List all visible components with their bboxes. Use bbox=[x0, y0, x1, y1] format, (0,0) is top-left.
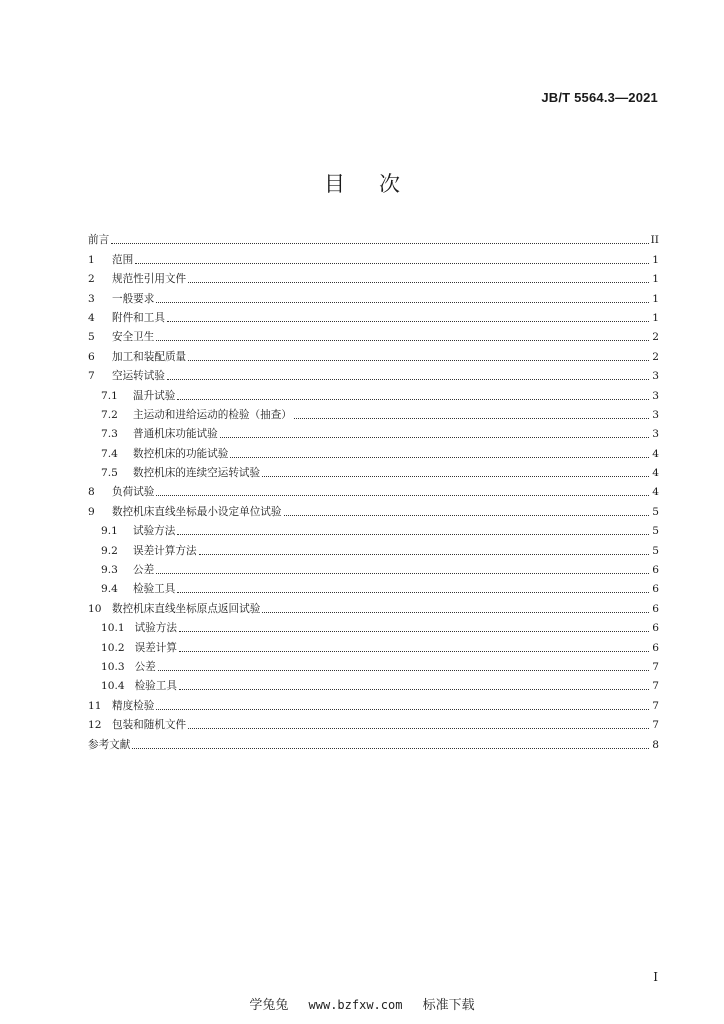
toc-entry-title: 加工和装配质量 bbox=[112, 350, 187, 363]
toc-entry-page: 5 bbox=[652, 505, 659, 518]
toc-entry-page: 5 bbox=[652, 544, 659, 557]
toc-entry-title: 温升试验 bbox=[133, 389, 176, 402]
toc-entry[interactable] bbox=[88, 499, 659, 518]
toc-dot-leader bbox=[188, 728, 649, 729]
toc-dot-leader bbox=[156, 340, 649, 341]
toc-dot-leader bbox=[179, 631, 649, 632]
toc-entry[interactable] bbox=[88, 558, 659, 577]
toc-entry-number: 9.2 bbox=[101, 544, 118, 557]
page-number: I bbox=[653, 970, 658, 984]
toc-entry[interactable] bbox=[88, 732, 659, 751]
toc-entry-title: 误差计算方法 bbox=[133, 544, 197, 557]
toc-entry-title: 检验工具 bbox=[134, 680, 177, 693]
toc-entry-title: 包装和随机文件 bbox=[112, 719, 187, 732]
toc-entry[interactable] bbox=[88, 674, 659, 693]
toc-entry-title: 前言 bbox=[88, 234, 110, 247]
toc-dot-leader bbox=[158, 670, 649, 671]
toc-entry-title: 试验方法 bbox=[133, 525, 176, 538]
toc-entry-page: 4 bbox=[652, 467, 659, 480]
toc-entry-number: 8 bbox=[88, 486, 95, 499]
toc-entry-title: 检验工具 bbox=[133, 583, 176, 596]
toc-entry-title: 精度检验 bbox=[112, 699, 155, 712]
toc-entry-number: 1 bbox=[88, 253, 95, 266]
toc-entry-title: 参考文献 bbox=[88, 738, 131, 751]
toc-entry-number: 9 bbox=[88, 505, 95, 518]
toc-entry-number: 4 bbox=[88, 311, 95, 324]
toc-entry-number: 3 bbox=[88, 292, 95, 305]
table-of-contents bbox=[88, 228, 659, 752]
toc-entry-number: 11 bbox=[88, 699, 102, 712]
toc-entry[interactable] bbox=[88, 693, 659, 712]
toc-entry-title: 公差 bbox=[134, 660, 156, 673]
toc-entry[interactable] bbox=[88, 616, 659, 635]
toc-dot-leader bbox=[199, 554, 649, 555]
watermark-url[interactable]: www.bzfxw.com bbox=[308, 998, 403, 1012]
toc-entry-page: 7 bbox=[652, 660, 659, 673]
toc-entry-page: 7 bbox=[652, 699, 659, 712]
toc-entry-title: 规范性引用文件 bbox=[112, 273, 187, 286]
toc-entry-number: 12 bbox=[88, 719, 102, 732]
toc-entry-title: 数控机床的功能试验 bbox=[133, 447, 229, 460]
toc-entry-number: 7.4 bbox=[101, 447, 118, 460]
toc-entry-number: 9.3 bbox=[101, 564, 118, 577]
toc-dot-leader bbox=[177, 399, 649, 400]
toc-entry-page: 1 bbox=[652, 311, 659, 324]
toc-entry-number: 10.1 bbox=[101, 622, 125, 635]
toc-entry-number: 10 bbox=[88, 602, 102, 615]
toc-entry-page: 6 bbox=[652, 564, 659, 577]
watermark-site-name: 学兔兔 bbox=[249, 998, 289, 1013]
toc-entry-number: 10.2 bbox=[101, 641, 125, 654]
toc-entry-page: 6 bbox=[652, 602, 659, 615]
toc-entry-number: 7.1 bbox=[101, 389, 118, 402]
toc-entry[interactable] bbox=[88, 655, 659, 674]
toc-entry-page: 7 bbox=[652, 680, 659, 693]
watermark-tagline: 标准下载 bbox=[422, 998, 475, 1013]
toc-dot-leader bbox=[135, 263, 649, 264]
toc-entry-page: 1 bbox=[652, 292, 659, 305]
toc-entry[interactable] bbox=[88, 461, 659, 480]
toc-entry-title: 公差 bbox=[133, 564, 155, 577]
toc-dot-leader bbox=[177, 534, 649, 535]
toc-entry-page: 6 bbox=[652, 641, 659, 654]
toc-entry-number: 6 bbox=[88, 350, 95, 363]
toc-dot-leader bbox=[179, 689, 649, 690]
standard-number: JB/T 5564.3—2021 bbox=[541, 90, 658, 105]
toc-dot-leader bbox=[188, 360, 649, 361]
toc-entry-title: 空运转试验 bbox=[112, 370, 165, 383]
toc-dot-leader bbox=[111, 243, 648, 244]
toc-dot-leader bbox=[230, 457, 649, 458]
toc-entry-title: 普通机床功能试验 bbox=[133, 428, 218, 441]
toc-dot-leader bbox=[294, 418, 649, 419]
toc-entry-page: 5 bbox=[652, 525, 659, 538]
toc-dot-leader bbox=[179, 651, 649, 652]
toc-entry-title: 数控机床直线坐标最小设定单位试验 bbox=[112, 505, 282, 518]
toc-entry[interactable] bbox=[88, 403, 659, 422]
toc-entry-page: 7 bbox=[652, 719, 659, 732]
toc-entry[interactable] bbox=[88, 383, 659, 402]
toc-entry-number: 10.3 bbox=[101, 660, 125, 673]
toc-entry-page: 2 bbox=[652, 350, 659, 363]
toc-entry[interactable] bbox=[88, 713, 659, 732]
toc-entry-page: 3 bbox=[652, 370, 659, 383]
toc-entry[interactable] bbox=[88, 364, 659, 383]
toc-dot-leader bbox=[262, 476, 649, 477]
toc-entry-title: 安全卫生 bbox=[112, 331, 155, 344]
toc-entry-title: 试验方法 bbox=[134, 622, 177, 635]
toc-entry[interactable] bbox=[88, 422, 659, 441]
toc-entry[interactable] bbox=[88, 267, 659, 286]
toc-dot-leader bbox=[156, 495, 649, 496]
toc-dot-leader bbox=[156, 709, 649, 710]
toc-entry[interactable] bbox=[88, 325, 659, 344]
toc-entry[interactable] bbox=[88, 538, 659, 557]
toc-dot-leader bbox=[177, 592, 649, 593]
toc-entry[interactable] bbox=[88, 577, 659, 596]
toc-entry-title: 附件和工具 bbox=[112, 311, 165, 324]
toc-entry-title: 负荷试验 bbox=[112, 486, 155, 499]
toc-entry[interactable] bbox=[88, 480, 659, 499]
toc-entry-number: 2 bbox=[88, 273, 95, 286]
toc-dot-leader bbox=[156, 573, 649, 574]
toc-entry[interactable] bbox=[88, 596, 659, 615]
toc-entry-page: II bbox=[650, 234, 659, 247]
toc-entry-page: 4 bbox=[652, 447, 659, 460]
toc-dot-leader bbox=[167, 379, 649, 380]
toc-entry-title: 主运动和进给运动的检验（抽查） bbox=[133, 408, 292, 421]
toc-entry-number: 7.5 bbox=[101, 467, 118, 480]
toc-entry-title: 数控机床的连续空运转试验 bbox=[133, 467, 261, 480]
toc-dot-leader bbox=[284, 515, 650, 516]
page-title: 目次 bbox=[324, 172, 434, 196]
toc-entry-page: 6 bbox=[652, 622, 659, 635]
toc-entry[interactable] bbox=[88, 635, 659, 654]
toc-entry-title: 数控机床直线坐标原点返回试验 bbox=[112, 602, 261, 615]
toc-entry-page: 8 bbox=[652, 738, 659, 751]
toc-entry[interactable] bbox=[88, 441, 659, 460]
toc-entry-number: 9.1 bbox=[101, 525, 118, 538]
toc-entry-number: 9.4 bbox=[101, 583, 118, 596]
toc-dot-leader bbox=[156, 302, 649, 303]
toc-entry-title: 一般要求 bbox=[112, 292, 155, 305]
toc-entry[interactable] bbox=[88, 247, 659, 266]
toc-entry-page: 6 bbox=[652, 583, 659, 596]
toc-dot-leader bbox=[262, 612, 649, 613]
toc-dot-leader bbox=[188, 282, 649, 283]
toc-entry-page: 4 bbox=[652, 486, 659, 499]
toc-entry[interactable] bbox=[88, 344, 659, 363]
toc-entry[interactable] bbox=[88, 306, 659, 325]
toc-entry-page: 2 bbox=[652, 331, 659, 344]
toc-entry-number: 7.3 bbox=[101, 428, 118, 441]
toc-entry-number: 7.2 bbox=[101, 408, 118, 421]
toc-entry-page: 1 bbox=[652, 253, 659, 266]
toc-entry[interactable] bbox=[88, 286, 659, 305]
toc-entry[interactable] bbox=[88, 228, 659, 247]
toc-entry-page: 3 bbox=[652, 428, 659, 441]
toc-dot-leader bbox=[167, 321, 649, 322]
toc-entry-page: 3 bbox=[652, 389, 659, 402]
toc-entry-title: 范围 bbox=[112, 253, 134, 266]
toc-entry-number: 5 bbox=[88, 331, 95, 344]
toc-entry-page: 1 bbox=[652, 273, 659, 286]
watermark bbox=[0, 994, 724, 1013]
toc-entry[interactable] bbox=[88, 519, 659, 538]
toc-entry-number: 10.4 bbox=[101, 680, 125, 693]
toc-entry-page: 3 bbox=[652, 408, 659, 421]
toc-entry-number: 7 bbox=[88, 370, 95, 383]
toc-dot-leader bbox=[220, 437, 649, 438]
toc-dot-leader bbox=[132, 748, 649, 749]
toc-entry-title: 误差计算 bbox=[134, 641, 177, 654]
